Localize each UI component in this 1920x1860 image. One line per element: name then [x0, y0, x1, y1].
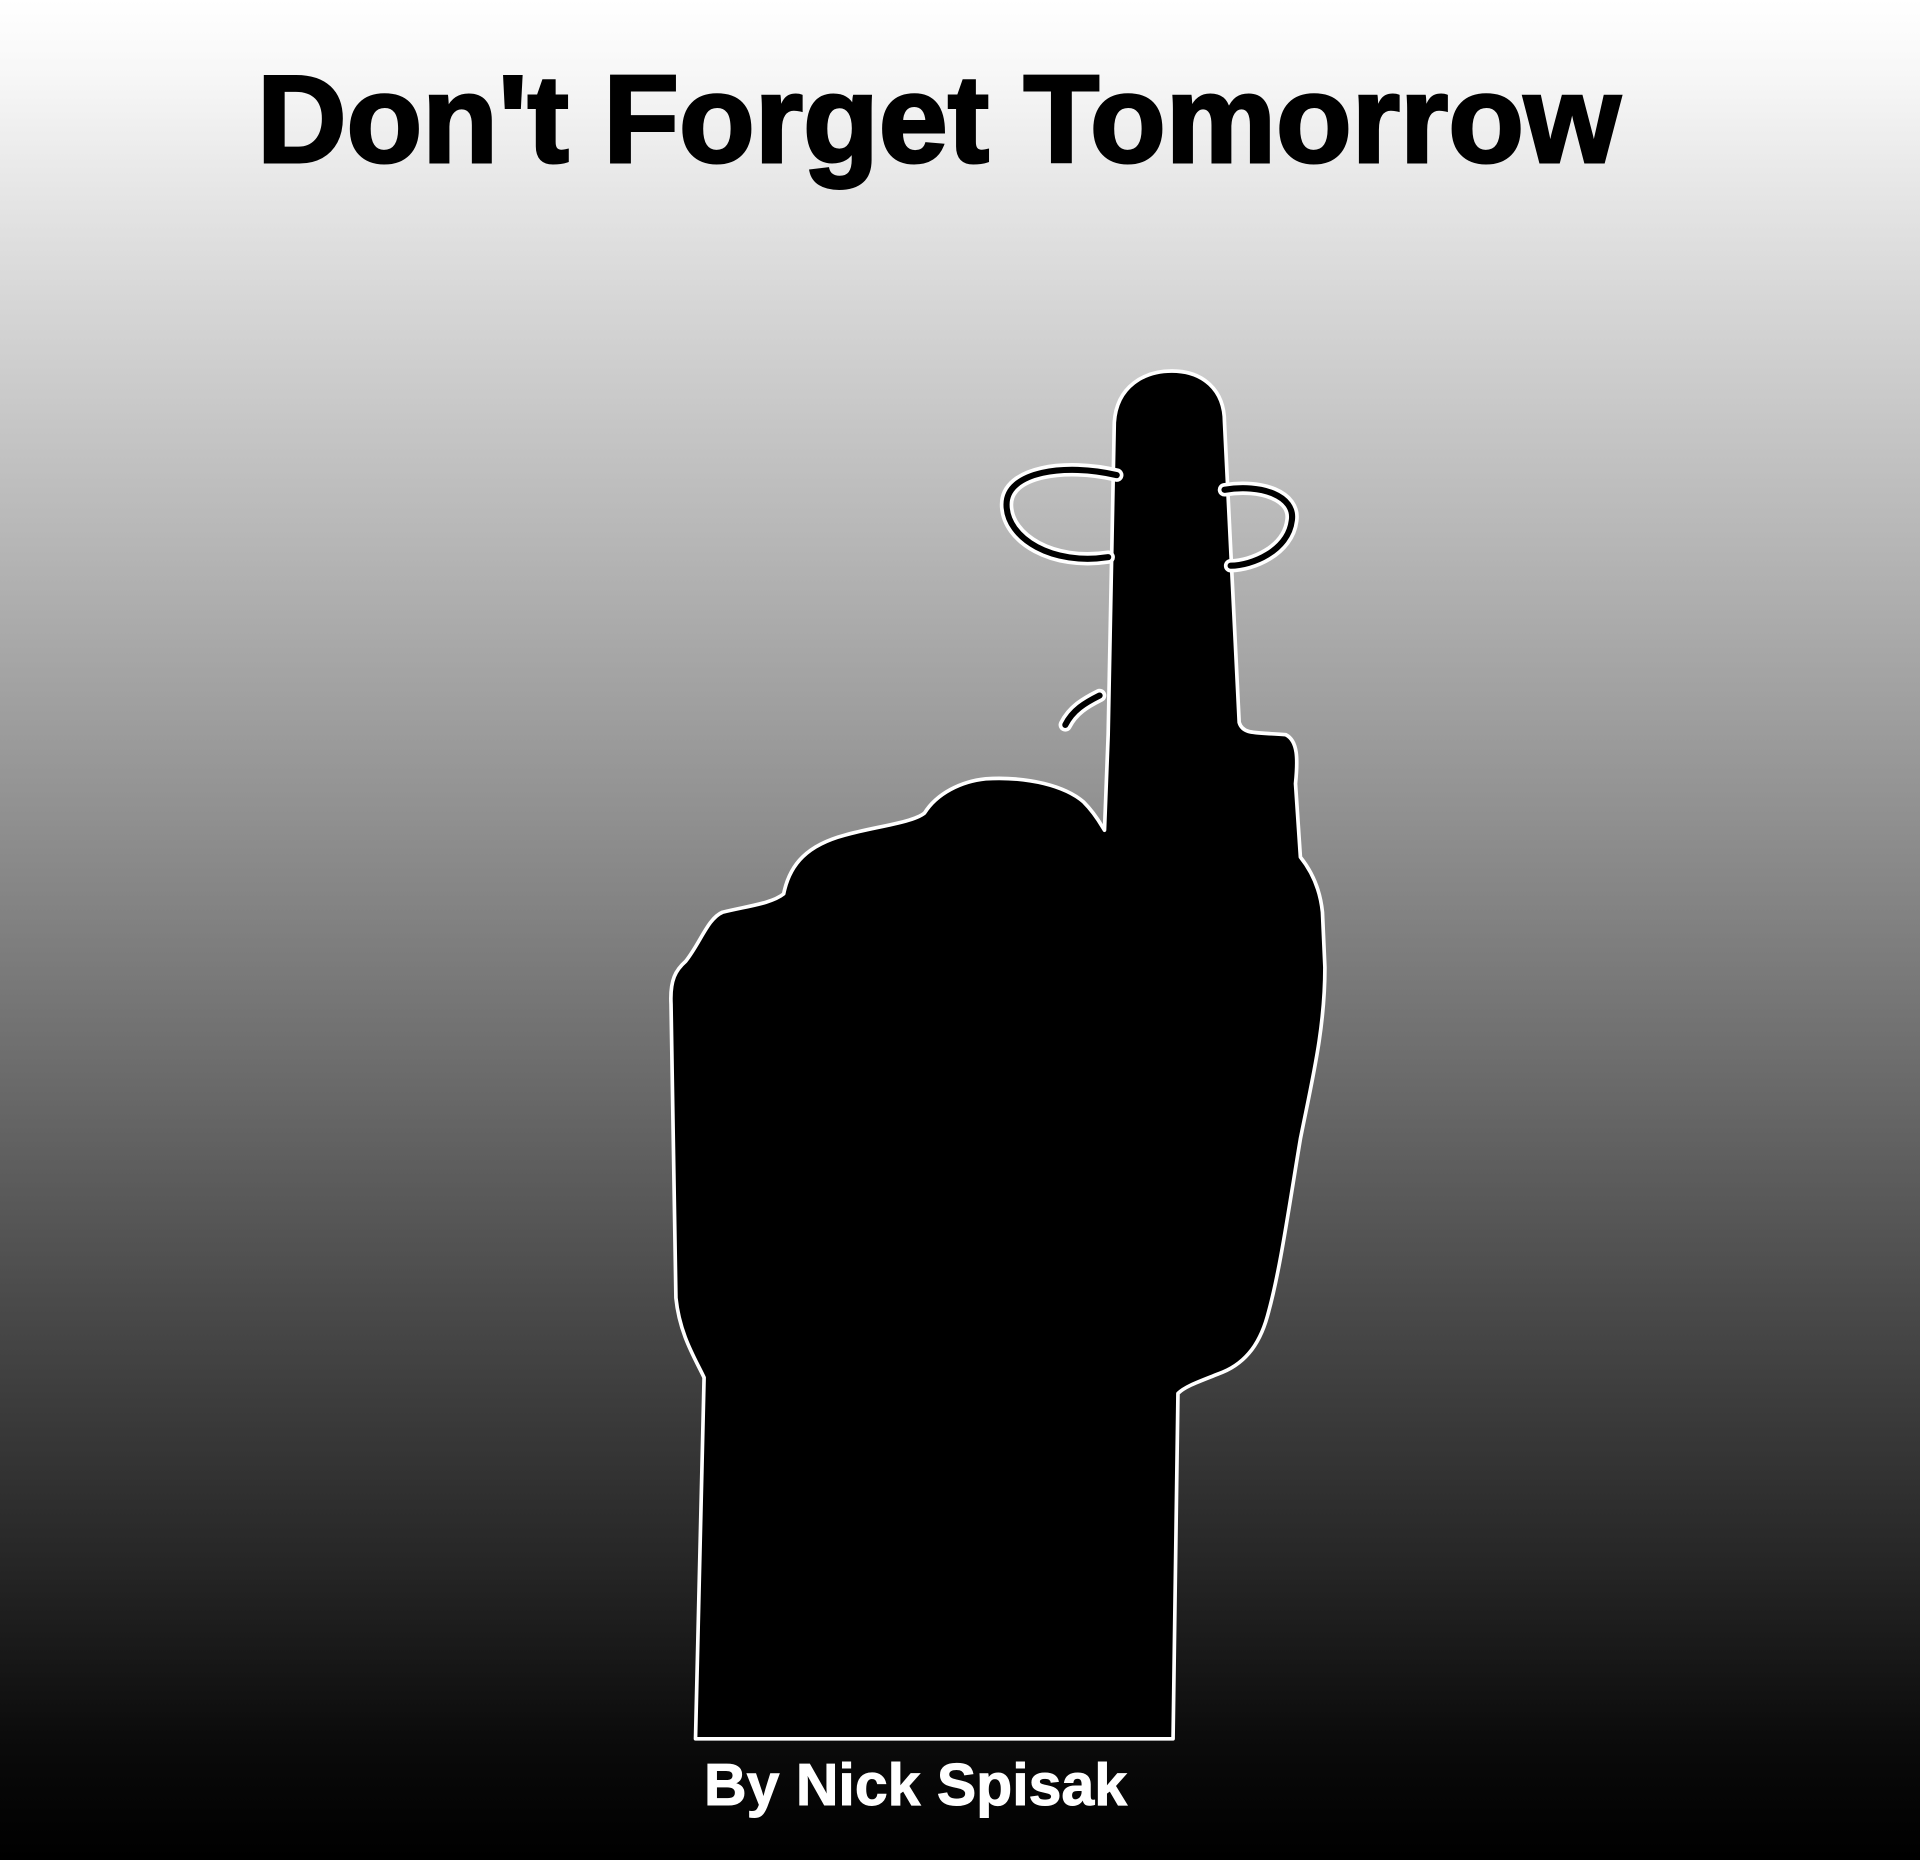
book-title: Don't Forget Tomorrow [257, 51, 1621, 189]
book-author: By Nick Spisak [704, 1752, 1128, 1818]
hand-silhouette [671, 371, 1325, 1739]
